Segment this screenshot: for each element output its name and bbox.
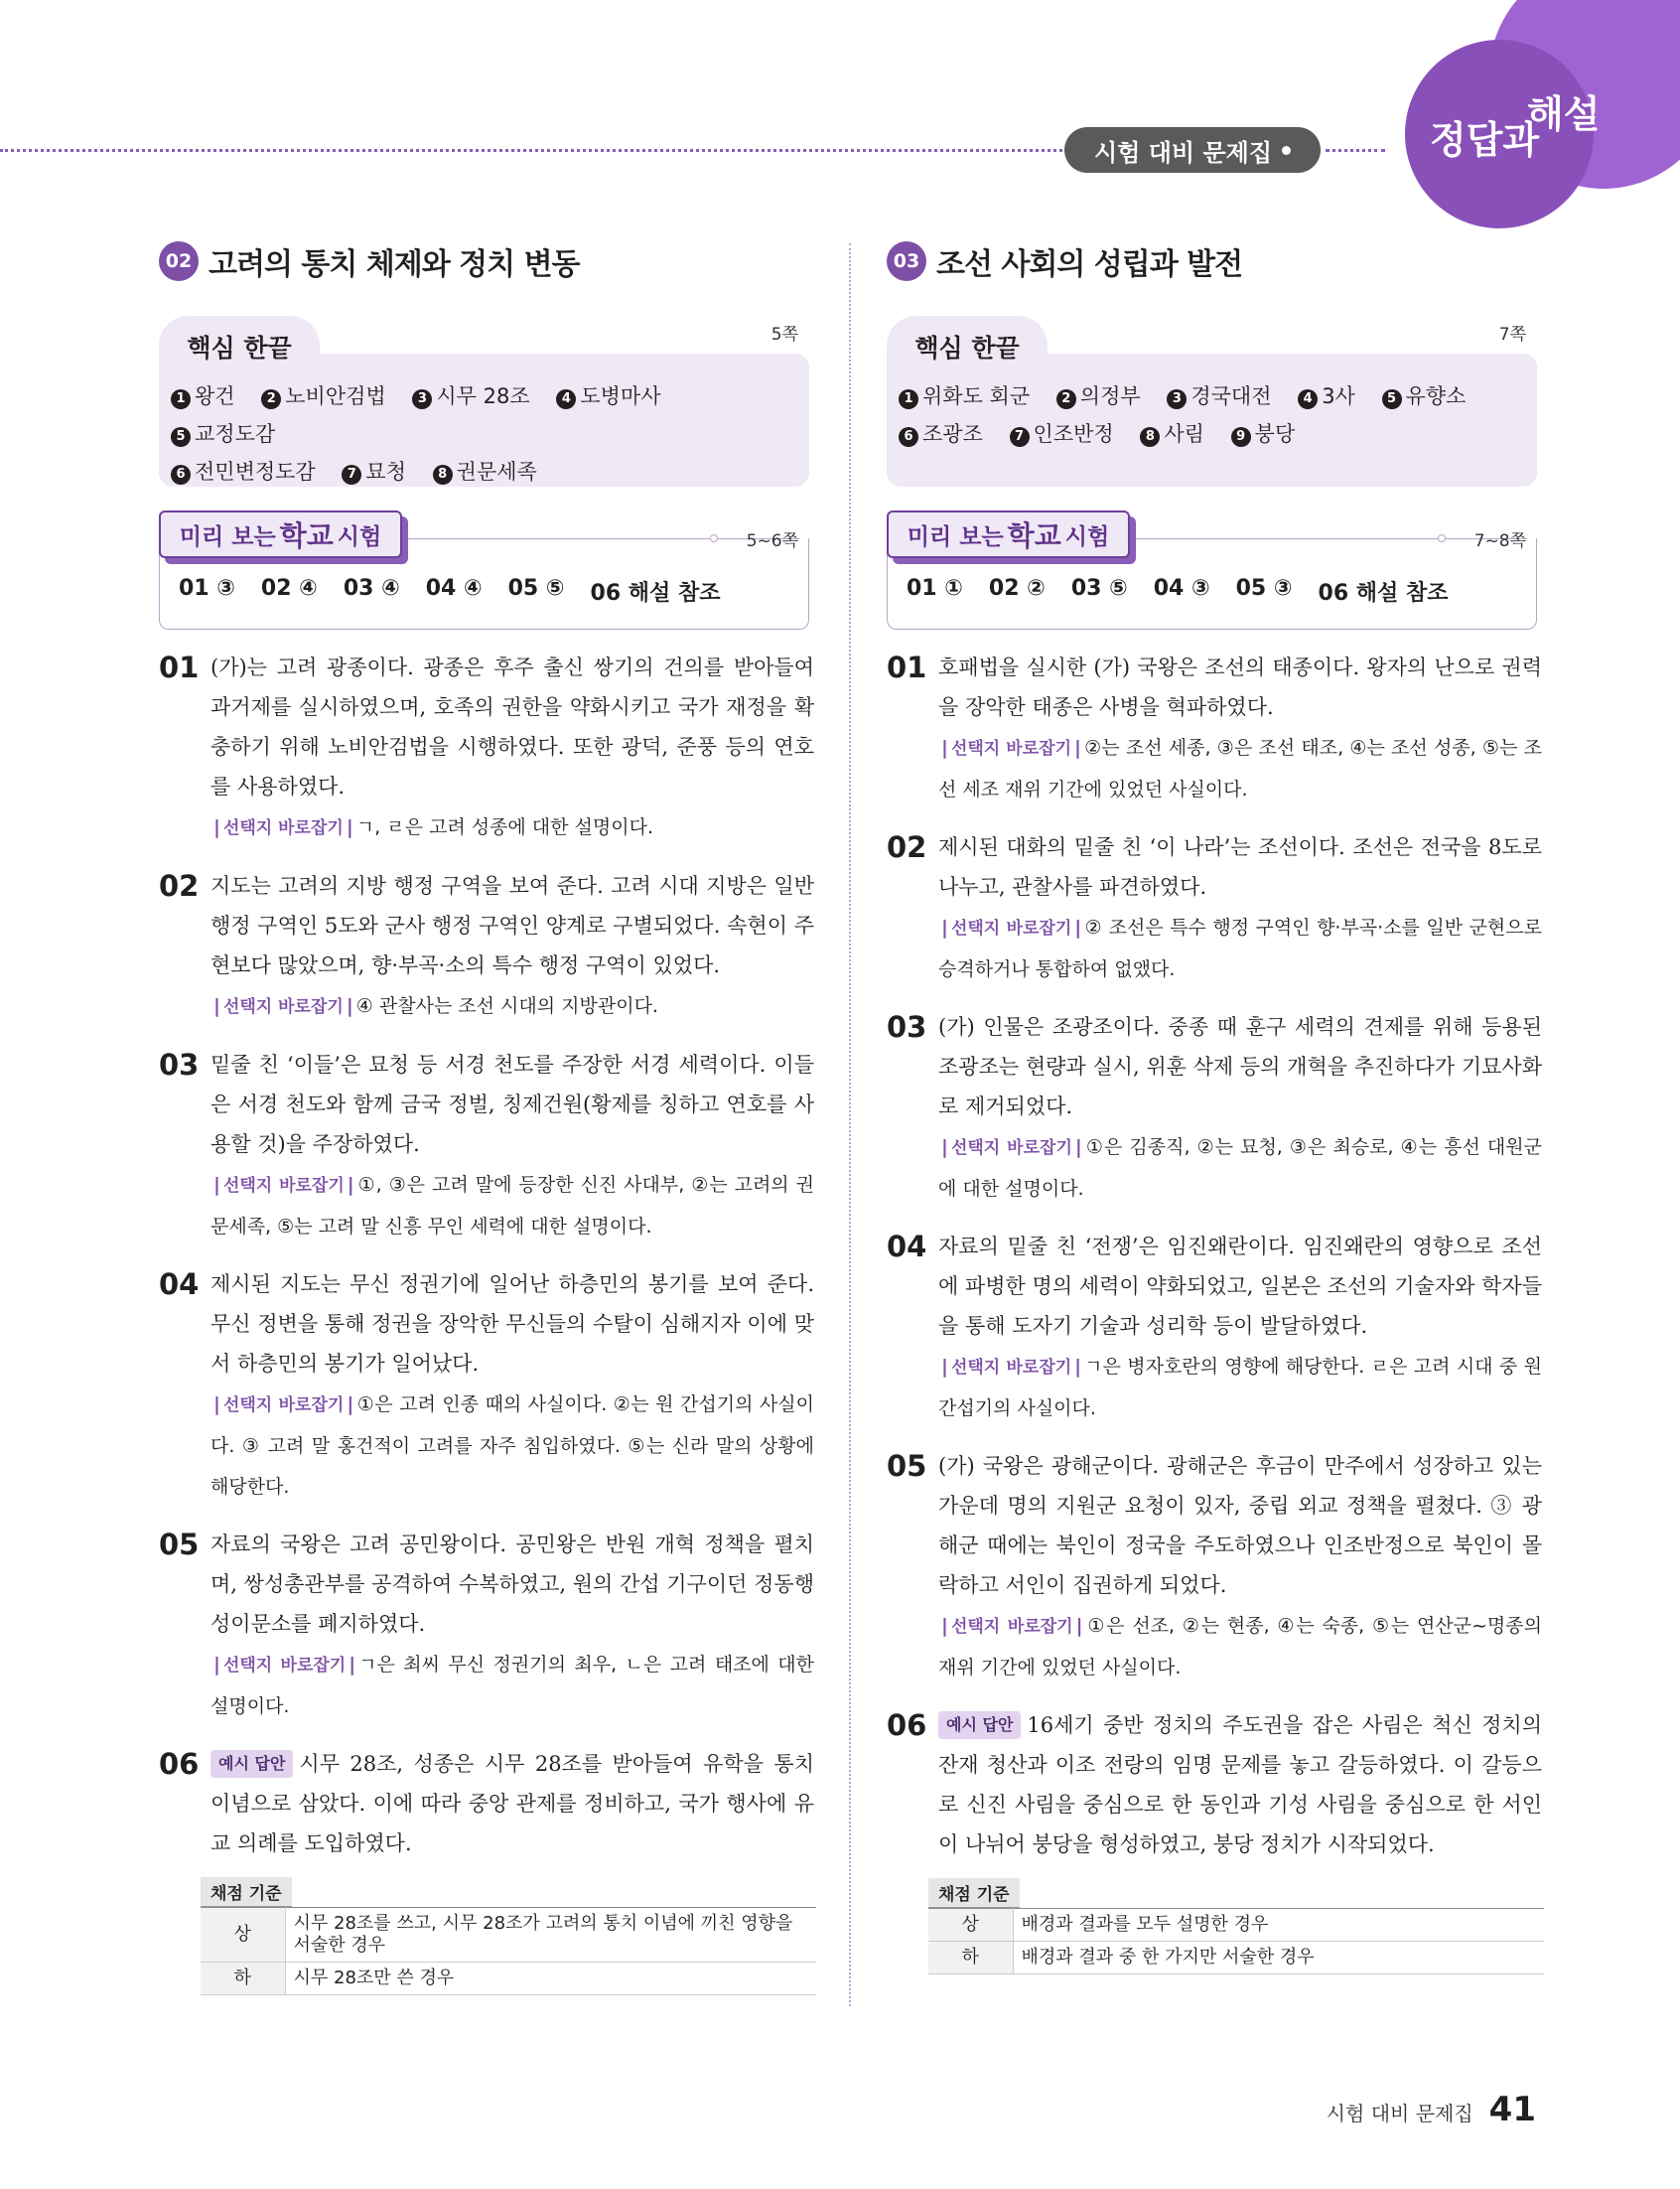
preview-label-big: 학교 (1007, 519, 1061, 552)
bar-icon: | (941, 1356, 948, 1378)
preview-answer: 06 해설 참조 (1318, 581, 1449, 606)
core-summary-box (887, 316, 1542, 487)
number-circle-icon: 9 (1231, 427, 1251, 447)
right-column (887, 236, 1542, 1974)
section-number-badge: 03 (887, 241, 926, 281)
preview-label-post: 시험 (1064, 523, 1110, 550)
core-summary-page: 5쪽 (770, 325, 798, 345)
core-item (433, 453, 537, 491)
choice-correction-text: ②는 조선 세종, ③은 조선 태조, ④는 조선 성종, ⑤는 조선 세조 재위 기간에 있었던 사실이다. (938, 737, 1543, 801)
example-answer-text: 시무 28조, 성종은 시무 28조를 받아들여 유학을 통치 이념으로 삼았다. 이에 따라 중앙 관제를 정비하고, 국가 행사에 유교 의례를 도입하였다. (210, 1752, 814, 1855)
scoring-criteria-label: 채점 기준 (201, 1877, 292, 1907)
score-level: 하 (928, 1942, 1013, 1974)
number-circle-icon: 5 (171, 427, 191, 447)
left-column (159, 236, 814, 1995)
core-item (556, 377, 660, 415)
number-circle-icon: 1 (899, 389, 918, 409)
core-item-text: 위화도 회군 (922, 384, 1031, 408)
choice-correction-text: ①은 선조, ②는 현종, ④는 숙종, ⑤는 연산군~명종의 재위 기간에 있었던 사실이다. (938, 1615, 1542, 1678)
question-number: 02 (159, 869, 200, 903)
preview-answer: 04 ④ (425, 576, 483, 601)
choice-correction (938, 1356, 1542, 1419)
core-item-text: 시무 28조 (436, 384, 530, 408)
core-item (899, 415, 983, 453)
preview-label-big: 학교 (279, 519, 334, 552)
core-item-text: 권문세족 (456, 460, 537, 484)
score-description: 배경과 결과를 모두 설명한 경우 (1013, 1909, 1544, 1942)
book-title-pill (1064, 127, 1321, 173)
bar-icon: | (213, 995, 220, 1017)
choice-correction (938, 1136, 1542, 1200)
choice-correction-text: ④ 관찰사는 조선 시대의 지방관이다. (355, 995, 658, 1017)
explanation-text: (가) 국왕은 광해군이다. 광해군은 후금이 만주에서 성장하고 있는 가운데 명의 지원군 요청이 있자, 중립 외교 정책을 펼쳤다. ③ 광해군 때에는 북인이 정국을 주도하였으나 인조반정으로 북인이 몰락하고 서인이 집권하게 되었다. (938, 1454, 1542, 1597)
preview-answer: 05 ③ (1235, 576, 1293, 601)
preview-answers (179, 576, 720, 607)
bar-icon: | (349, 1654, 356, 1676)
core-summary-items (171, 377, 806, 491)
question-number: 03 (887, 1010, 927, 1044)
bar-icon: | (213, 816, 220, 838)
question-explanation (159, 1525, 814, 1726)
core-item (261, 377, 385, 415)
explanation-text: 제시된 대화의 밑줄 친 ‘이 나라’는 조선이다. 조선은 전국을 8도로 나누고, 관찰사를 파견하였다. (938, 835, 1542, 899)
preview-answer: 05 ⑤ (507, 576, 565, 601)
bar-icon: | (347, 1174, 354, 1196)
core-item-text: 유향소 (1405, 384, 1467, 408)
page-number: 41 (1488, 2090, 1536, 2129)
choice-correction-text: ①은 김종직, ②는 묘청, ③은 최승로, ④는 흥선 대원군에 대한 설명이다. (938, 1136, 1542, 1200)
number-circle-icon: 7 (342, 465, 361, 485)
section-title: 조선 사회의 성립과 발전 (936, 247, 1243, 282)
core-item (171, 453, 316, 491)
preview-exam-box (887, 511, 1542, 630)
choice-correction-label: 선택지 바로잡기 (950, 739, 1071, 759)
preview-dot-icon (710, 534, 718, 542)
choice-correction-text: ①은 고려 인종 때의 사실이다. ②는 원 간섭기의 사실이다. ③ 고려 말 홍건적이 고려를 자주 침입하였다. ⑤는 신라 말의 상황에 해당한다. (210, 1393, 814, 1498)
core-summary-box (159, 316, 814, 487)
core-item-text: 묘청 (365, 460, 406, 484)
scoring-criteria (928, 1878, 1544, 1974)
book-title: 시험 대비 문제집 (1094, 138, 1272, 167)
question-explanation (887, 1705, 1542, 1864)
bar-icon: | (213, 1654, 220, 1676)
core-item-text: 왕건 (195, 384, 235, 408)
header-dotted-line (0, 149, 1067, 152)
corner-label-line2: 해설 (1527, 92, 1601, 136)
core-item-text: 경국대전 (1190, 384, 1272, 408)
core-item-text: 의정부 (1079, 384, 1141, 408)
explanation-text: 제시된 지도는 무신 정권기에 일어난 하층민의 봉기를 보여 준다. 무신 정변을 통해 정권을 장악한 무신들의 수탈이 심해지자 이에 맞서 하층민의 봉기가 일어났다. (210, 1272, 814, 1376)
preview-answer: 01 ① (907, 576, 963, 601)
preview-answer: 03 ⑤ (1070, 576, 1128, 601)
choice-correction-text: ㄱ은 최씨 무신 정권기의 최우, ㄴ은 고려 태조에 대한 설명이다. (210, 1654, 815, 1717)
choice-correction (210, 1174, 814, 1238)
choice-correction-text: ㄱ, ㄹ은 고려 성종에 대한 설명이다. (355, 816, 654, 838)
core-item-text: 인조반정 (1033, 422, 1114, 446)
core-summary-label: 핵심 한끝 (887, 316, 1048, 377)
core-item (1056, 377, 1141, 415)
column-divider (849, 243, 851, 2006)
question-explanation (887, 1446, 1542, 1687)
example-answer-tag: 예시 답안 (210, 1750, 293, 1778)
preview-answer: 06 해설 참조 (590, 581, 721, 606)
choice-correction-text: ①, ③은 고려 말에 등장한 신진 사대부, ②는 고려의 권문세족, ⑤는 고려 말 신흥 무인 세력에 대한 설명이다. (210, 1174, 814, 1238)
question-number: 05 (887, 1449, 927, 1483)
core-item (171, 415, 275, 453)
core-item-text: 교정도감 (195, 422, 276, 446)
core-item-text: 노비안검법 (285, 384, 386, 408)
table-row (201, 1908, 816, 1963)
preview-answer: 02 ④ (260, 576, 318, 601)
explanation-text: 지도는 고려의 지방 행정 구역을 보여 준다. 고려 시대 지방은 일반 행정 구역인 5도와 군사 행정 구역인 양계로 구별되었다. 속현이 주현보다 많았으며, 향·부곡·소의 특수 행정 구역이 있었다. (210, 874, 814, 977)
question-explanation (887, 1007, 1542, 1209)
bar-icon: | (1074, 1136, 1082, 1158)
score-description: 시무 28조만 쓴 경우 (285, 1963, 816, 1995)
core-item (171, 377, 235, 415)
example-answer-tag: 예시 답안 (938, 1711, 1021, 1739)
number-circle-icon: 3 (412, 389, 432, 409)
question-number: 05 (159, 1528, 200, 1561)
core-item-text: 도병마사 (580, 384, 661, 408)
choice-correction-label: 선택지 바로잡기 (222, 997, 344, 1017)
corner-label-line1: 정답과 (1430, 118, 1540, 162)
choice-correction-text: ② 조선은 특수 행정 구역인 향·부곡·소를 일반 군현으로 승격하거나 통합하여 없앴다. (938, 917, 1542, 980)
question-explanation (887, 827, 1542, 989)
question-number: 04 (887, 1230, 927, 1263)
explanation-text: (가) 인물은 조광조이다. 중종 때 훈구 세력의 견제를 위해 등용된 조광조는 현량과 실시, 위훈 삭제 등의 개혁을 추진하다가 기묘사화로 제거되었다. (938, 1015, 1542, 1118)
choice-correction (938, 737, 1542, 801)
explanation-text: 밑줄 친 ‘이들’은 묘청 등 서경 천도를 주장한 서경 세력이다. 이들은 서경 천도와 함께 금국 정벌, 칭제건원(황제를 칭하고 연호를 사용할 것)을 주장하였다. (210, 1053, 814, 1156)
bar-icon: | (213, 1174, 220, 1196)
preview-dot-icon (1438, 534, 1446, 542)
choice-correction (210, 995, 658, 1017)
preview-label-pre: 미리 보는 (907, 523, 1004, 550)
question-explanation (159, 1744, 814, 1863)
choice-correction-text: ㄱ은 병자호란의 영향에 해당한다. ㄹ은 고려 시대 중 원 간섭기의 사실이다. (938, 1356, 1542, 1419)
score-level: 상 (201, 1908, 285, 1963)
choice-correction-label: 선택지 바로잡기 (950, 919, 1072, 939)
core-item (1010, 415, 1114, 453)
preview-top-line (402, 538, 799, 539)
core-item-text: 사림 (1164, 422, 1204, 446)
number-circle-icon: 8 (433, 465, 453, 485)
number-circle-icon: 2 (261, 389, 281, 409)
question-number: 04 (159, 1267, 200, 1301)
number-circle-icon: 4 (1298, 389, 1318, 409)
choice-correction-label: 선택지 바로잡기 (950, 1358, 1072, 1378)
bar-icon: | (1075, 1615, 1083, 1637)
table-row (928, 1909, 1544, 1942)
section-title: 고려의 통치 체제와 정치 변동 (209, 247, 580, 282)
explanation-text: 자료의 국왕은 고려 공민왕이다. 공민왕은 반원 개혁 정책을 펼치며, 쌍성총관부를 공격하여 수복하였고, 원의 간섭 기구이던 정동행성이문소를 폐지하였다. (210, 1532, 814, 1636)
question-explanation (159, 1045, 814, 1246)
core-item (342, 453, 406, 491)
choice-correction-label: 선택지 바로잡기 (222, 1176, 345, 1196)
number-circle-icon: 6 (899, 427, 918, 447)
score-level: 상 (928, 1909, 1013, 1942)
question-number: 06 (887, 1708, 927, 1742)
question-number: 02 (887, 830, 927, 864)
preview-answer: 02 ② (988, 576, 1046, 601)
bar-icon: | (346, 995, 353, 1017)
question-number: 01 (887, 651, 927, 684)
question-explanation (887, 1227, 1542, 1428)
question-explanation (159, 648, 814, 848)
scoring-table (928, 1908, 1544, 1974)
question-number: 03 (159, 1048, 200, 1082)
bar-icon: | (1074, 1356, 1082, 1378)
footer-book-title: 시험 대비 문제집 (1326, 2102, 1473, 2125)
choice-correction (210, 1393, 814, 1498)
core-item-text: 조광조 (922, 422, 983, 446)
core-summary-label: 핵심 한끝 (159, 316, 320, 377)
core-summary-page: 7쪽 (1498, 325, 1526, 345)
choice-correction (938, 917, 1542, 980)
score-level: 하 (201, 1963, 285, 1995)
preview-label-post: 시험 (337, 523, 382, 550)
bar-icon: | (941, 917, 948, 939)
question-number: 06 (159, 1747, 200, 1781)
preview-answer: 03 ④ (343, 576, 400, 601)
scoring-table (201, 1907, 816, 1995)
table-row (928, 1942, 1544, 1974)
header-dotted-line-right (1326, 149, 1385, 152)
core-item-text: 3사 (1322, 384, 1355, 408)
section-number-badge: 02 (159, 241, 199, 281)
score-description: 시무 28조를 쓰고, 시무 28조가 고려의 통치 이념에 끼친 영향을 서술한 경우 (285, 1908, 816, 1963)
choice-correction (210, 816, 653, 838)
number-circle-icon: 4 (556, 389, 576, 409)
question-explanation (159, 866, 814, 1027)
number-circle-icon: 5 (1382, 389, 1402, 409)
table-row (201, 1963, 816, 1995)
bar-icon: | (1074, 917, 1082, 939)
bar-icon: | (941, 1615, 948, 1637)
explanation-text: (가)는 고려 광종이다. 광종은 후주 출신 쌍기의 건의를 받아들여 과거제를 실시하였으며, 호족의 권한을 약화시키고 국가 재정을 확충하기 위해 노비안검법을 시행하였다. 또한 광덕, 준풍 등의 연호를 사용하였다. (210, 656, 814, 799)
number-circle-icon: 6 (171, 465, 191, 485)
number-circle-icon: 7 (1010, 427, 1030, 447)
number-circle-icon: 2 (1056, 389, 1076, 409)
preview-page: 5~6쪽 (746, 531, 798, 551)
preview-exam-box (159, 511, 814, 630)
core-item (1382, 377, 1467, 415)
number-circle-icon: 8 (1140, 427, 1160, 447)
choice-correction-label: 선택지 바로잡기 (222, 1656, 347, 1676)
core-item (899, 377, 1030, 415)
core-item (1140, 415, 1204, 453)
preview-exam-label (159, 511, 402, 558)
preview-label-pre: 미리 보는 (179, 523, 276, 550)
preview-answers (907, 576, 1448, 607)
example-answer-text: 16세기 중반 정치의 주도권을 잡은 사림은 척신 정치의 잔재 청산과 이조 전랑의 임명 문제를 놓고 갈등하였다. 이 갈등으로 신진 사림을 중심으로 한 동인과 기성 사림을 중심으로 한 서인이 나뉘어 붕당을 형성하였고, 붕당 정치가 시작되었다. (938, 1713, 1542, 1856)
scoring-criteria-label: 채점 기준 (928, 1878, 1020, 1908)
preview-exam-label (887, 511, 1130, 558)
core-item (1298, 377, 1355, 415)
number-circle-icon: 3 (1167, 389, 1187, 409)
explanation-text: 호패법을 실시한 (가) 국왕은 조선의 태종이다. 왕자의 난으로 권력을 장악한 태종은 사병을 혁파하였다. (938, 656, 1542, 719)
preview-answer: 04 ③ (1153, 576, 1210, 601)
core-item (1231, 415, 1296, 453)
choice-correction-label: 선택지 바로잡기 (222, 1395, 345, 1415)
bar-icon: | (347, 1393, 354, 1415)
bullet-dot-icon (1282, 146, 1291, 155)
question-explanation (159, 1264, 814, 1507)
bar-icon: | (213, 1393, 220, 1415)
question-number: 01 (159, 651, 200, 684)
scoring-criteria (201, 1877, 816, 1995)
choice-correction-label: 선택지 바로잡기 (950, 1138, 1072, 1158)
bar-icon: | (941, 1136, 948, 1158)
score-description: 배경과 결과 중 한 가지만 서술한 경우 (1013, 1942, 1544, 1974)
core-item-text: 붕당 (1254, 422, 1296, 446)
question-explanation (887, 648, 1542, 809)
choice-correction (210, 1654, 814, 1717)
bar-icon: | (941, 737, 948, 759)
bar-icon: | (346, 816, 353, 838)
core-item (412, 377, 529, 415)
choice-correction-label: 선택지 바로잡기 (222, 818, 344, 838)
preview-answer: 01 ③ (179, 576, 235, 601)
section-heading (887, 236, 1542, 286)
page-footer (1327, 2090, 1536, 2129)
choice-correction-label: 선택지 바로잡기 (950, 1617, 1073, 1637)
choice-correction (938, 1615, 1542, 1678)
bar-icon: | (1074, 737, 1081, 759)
explanation-text: 자료의 밑줄 친 ‘전쟁’은 임진왜란이다. 임진왜란의 영향으로 조선에 파병한 명의 세력이 약화되었고, 일본은 조선의 기술자와 학자들을 통해 도자기 기술과 성리학 등이 발달하였다. (938, 1235, 1542, 1338)
core-summary-items (899, 377, 1534, 453)
number-circle-icon: 1 (171, 389, 191, 409)
preview-page: 7~8쪽 (1473, 531, 1526, 551)
core-item-text: 전민변정도감 (195, 460, 316, 484)
section-heading (159, 236, 814, 286)
preview-top-line (1130, 538, 1527, 539)
core-item (1167, 377, 1271, 415)
